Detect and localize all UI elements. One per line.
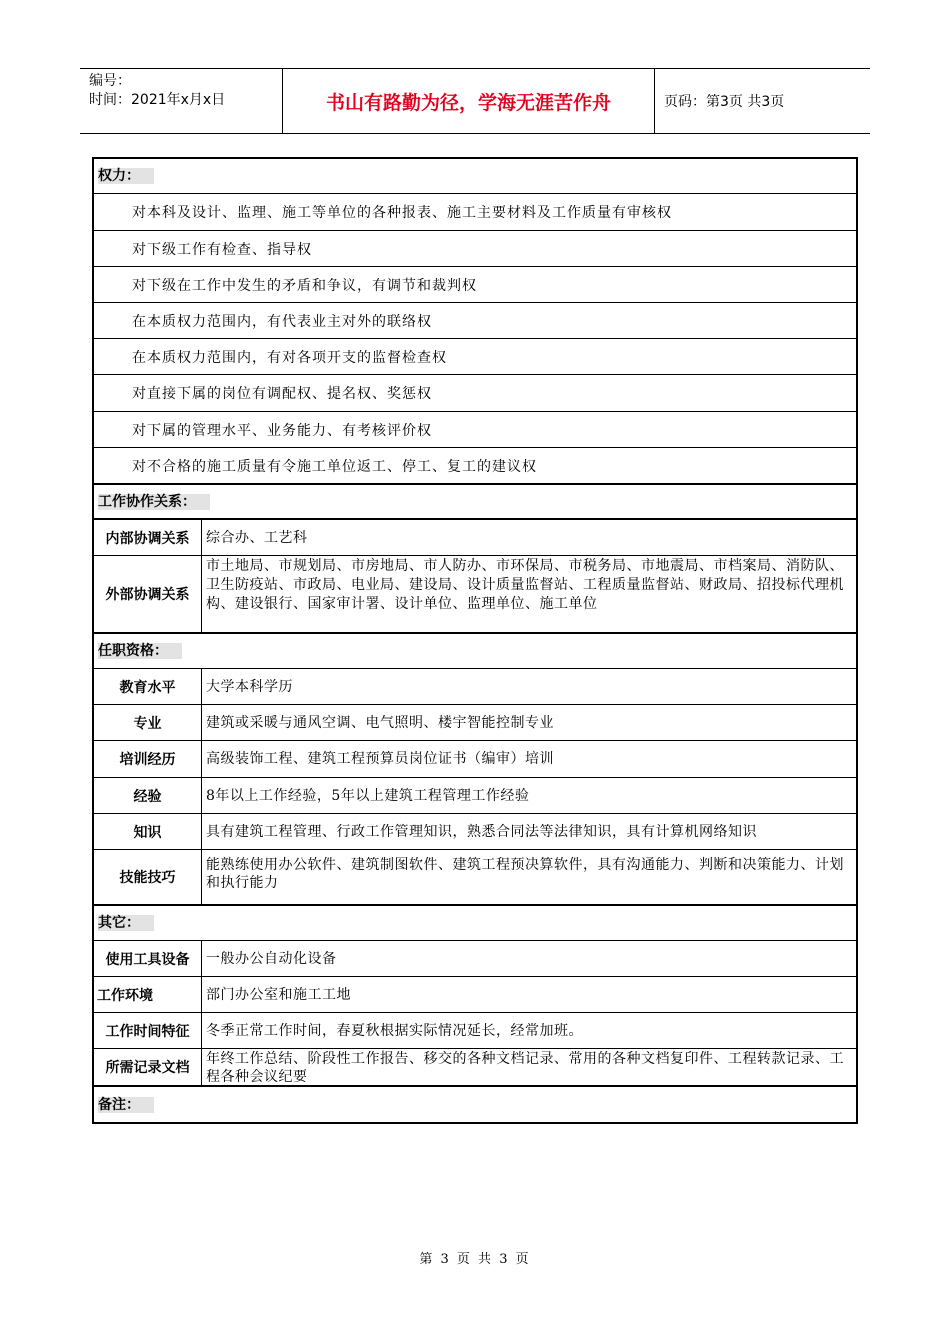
other-row [94,977,856,1013]
other-value: 年终工作总结、阶段性工作报告、移交的各种文档记录、常用的各种文档复印件、工程转款记录、工程各种会议纪要 [206,1051,844,1085]
qualification-row [94,814,856,850]
header-page-number: 页码：第3页 共3页 [664,94,785,110]
power-item-text: 对直接下属的岗位有调配权、提名权、奖惩权 [132,386,432,402]
power-item [94,267,856,303]
qualification-row [94,778,856,814]
power-item [94,448,856,485]
external-coordination-label: 外部协调关系 [94,556,202,632]
other-label: 所需记录文档 [94,1049,202,1085]
section-other-title: 其它： [98,915,154,931]
qualification-row [94,741,856,778]
power-item-text: 对本科及设计、监理、施工等单位的各种报表、施工主要材料及工作质量有审核权 [132,205,672,221]
other-label: 使用工具设备 [94,941,202,976]
other-row [94,1049,856,1087]
document-date-label: 时间：2021年x月x日 [89,92,226,108]
power-item-text: 在本质权力范围内，有对各项开支的监督检查权 [132,349,447,366]
power-item-text: 在本质权力范围内，有代表业主对外的联络权 [132,313,432,330]
internal-coordination-row [94,520,856,556]
internal-coordination-value: 综合办、工艺科 [206,529,308,546]
section-remarks-title: 备注： [98,1097,154,1113]
qualification-label: 培训经历 [94,741,202,777]
other-label: 工作时间特征 [94,1013,202,1048]
section-power-title: 权力： [98,168,154,184]
qualification-label: 教育水平 [94,669,202,704]
power-item [94,303,856,339]
power-item [94,412,856,448]
qualification-row [94,669,856,705]
other-row [94,1013,856,1049]
qualification-label: 经验 [94,778,202,813]
page-footer: 第 3 页 共 3 页 [419,1252,531,1267]
qualification-value: 大学本科学历 [206,678,293,695]
qualification-value: 具有建筑工程管理、行政工作管理知识，熟悉合同法等法律知识，具有计算机网络知识 [206,823,757,840]
section-qualification-header [94,634,856,669]
section-qualification-title: 任职资格： [98,643,182,659]
power-item [94,194,856,231]
other-label: 工作环境 [94,977,202,1012]
qualification-value: 高级装饰工程、建筑工程预算员岗位证书（编审）培训 [206,751,554,767]
qualification-label: 技能技巧 [94,850,202,904]
section-coordination-title: 工作协作关系： [98,494,210,510]
power-item [94,339,856,375]
section-power-header [94,159,856,194]
other-value: 一般办公自动化设备 [206,950,337,967]
power-item-text: 对下属的管理水平、业务能力、有考核评价权 [132,422,432,439]
power-item-text: 对下级工作有检查、指导权 [132,241,312,258]
internal-coordination-label: 内部协调关系 [94,520,202,555]
qualification-row [94,850,856,906]
header-meta [80,69,283,133]
header-motto: 书山有路勤为径，学海无涯苦作舟 [283,69,655,133]
other-value: 冬季正常工作时间，春夏秋根据实际情况延长，经常加班。 [206,1022,583,1039]
qualification-row [94,705,856,741]
job-description-table [92,157,858,1124]
page-header [80,68,870,134]
qualification-label: 知识 [94,814,202,849]
qualification-value: 8年以上工作经验，5年以上建筑工程管理工作经验 [206,787,530,804]
qualification-value: 能熟练使用办公软件、建筑制图软件、建筑工程预决算软件，具有沟通能力、判断和决策能力、计划和执行能力 [206,857,844,891]
other-value: 部门办公室和施工工地 [206,986,351,1003]
power-item-text: 对不合格的施工质量有令施工单位返工、停工、复工的建议权 [132,458,537,475]
external-coordination-value: 市土地局、市规划局、市房地局、市人防办、市环保局、市税务局、市地震局、市档案局、消防队、卫生防疫站、市政局、电业局、建设局、设计质量监督站、工程质量监督站、财政局、招投标代理机构、建设银行、国家审计署、设计单位、监理单位、施工单位 [206,558,844,612]
section-coordination-header [94,485,856,520]
external-coordination-row [94,556,856,634]
power-item-text: 对下级在工作中发生的矛盾和争议，有调节和裁判权 [132,277,477,294]
other-row [94,941,856,977]
qualification-value: 建筑或采暖与通风空调、电气照明、楼宇智能控制专业 [206,714,554,731]
power-item [94,375,856,412]
power-item [94,231,856,267]
qualification-label: 专业 [94,705,202,740]
document-number-label: 编号： [89,73,131,89]
section-other-header [94,906,856,941]
section-remarks-header [94,1087,856,1122]
